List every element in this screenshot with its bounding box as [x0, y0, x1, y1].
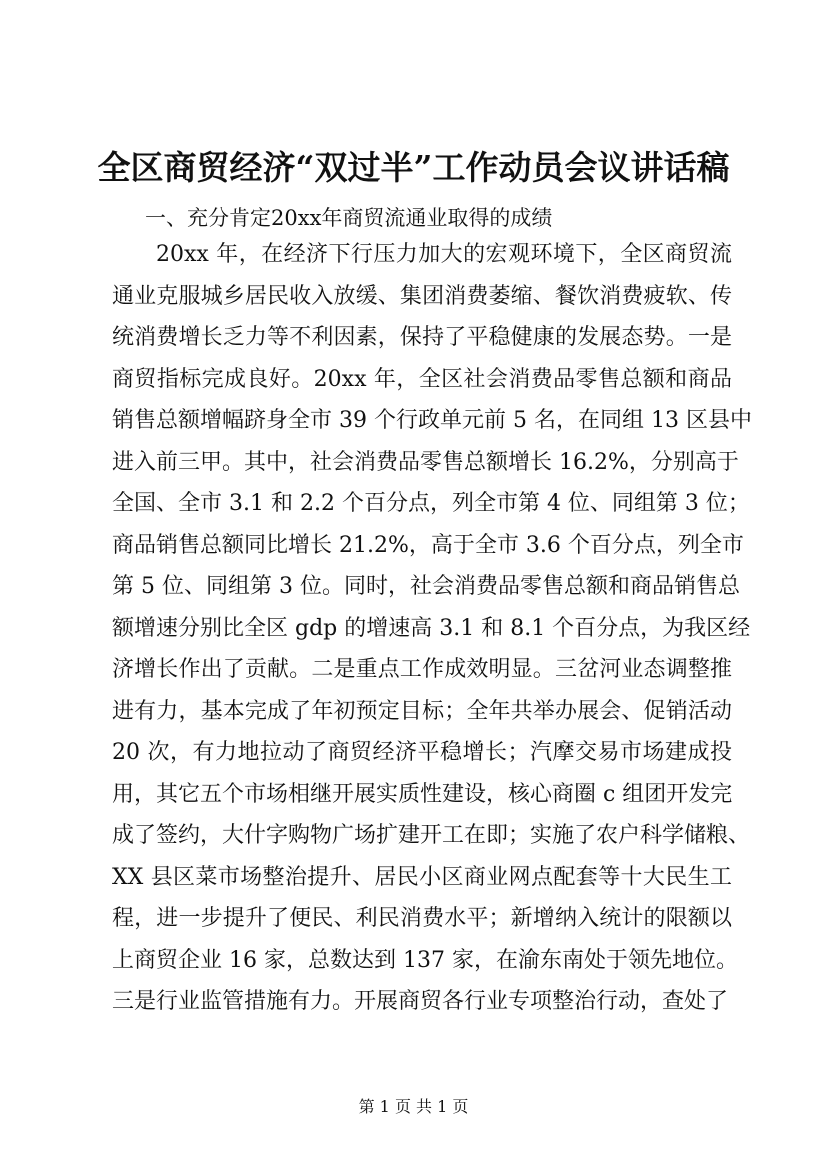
text-line: 成了签约，大什字购物广场扩建开工在即；实施了农户科学储粮、: [112, 823, 751, 848]
text-line: XX 县区菜市场整治提升、居民小区商业网点配套等十大民生工: [112, 864, 732, 890]
text-line: 销售总额增幅跻身全市 39 个行政单元前 5 名，在同组 13 区县中: [112, 408, 752, 433]
body-text: [112, 234, 752, 1023]
text-line: 20xx 年，在经济下行压力加大的宏观环境下，全区商贸流: [156, 242, 732, 267]
text-line: 第 5 位、同组第 3 位。同时，社会消费品零售总额和商品销售总: [112, 574, 740, 599]
text-line: 上商贸企业 16 家，总数达到 137 家，在渝东南处于领先地位。: [112, 947, 738, 973]
text-line: 进入前三甲。其中，社会消费品零售总额增长 16.2%，分别高于: [112, 449, 739, 475]
text-line: 20 次，有力地拉动了商贸经济平稳增长；汽摩交易市场建成投: [112, 740, 732, 765]
text-line: 用，其它五个市场相继开展实质性建设，核心商圈 c 组团开发完: [112, 781, 733, 807]
text-line: 三是行业监管措施有力。开展商贸各行业专项整治行动，查处了: [112, 989, 729, 1014]
text-line: 额增速分别比全区 gdp 的增速高 3.1 和 8.1 个百分点，为我区经: [112, 615, 751, 641]
text-line: 程，进一步提升了便民、利民消费水平；新增纳入统计的限额以: [112, 906, 732, 931]
text-line: 通业克服城乡居民收入放缓、集团消费萎缩、餐饮消费疲软、传: [112, 283, 732, 309]
text-line: 商品销售总额同比增长 21.2%，高于全市 3.6 个百分点，列全市: [112, 532, 744, 558]
text-line: 统消费增长乏力等不利因素，保持了平稳健康的发展态势。一是: [112, 325, 732, 350]
text-line: 商贸指标完成良好。20xx 年，全区社会消费品零售总额和商品: [112, 366, 732, 392]
section-heading: 一、充分肯定20xx年商贸流通业取得的成绩: [145, 206, 553, 230]
text-line: 进有力，基本完成了年初预定目标；全年共举办展会、促销活动: [112, 698, 732, 724]
text-line: 济增长作出了贡献。二是重点工作成效明显。三岔河业态调整推: [112, 657, 732, 682]
document-title: 全区商贸经济“双过半”工作动员会议讲话稿: [97, 148, 730, 187]
page-footer: 第 1 页 共 1 页: [358, 1097, 469, 1116]
text-line: 全国、全市 3.1 和 2.2 个百分点，列全市第 4 位、同组第 3 位；: [112, 491, 750, 516]
